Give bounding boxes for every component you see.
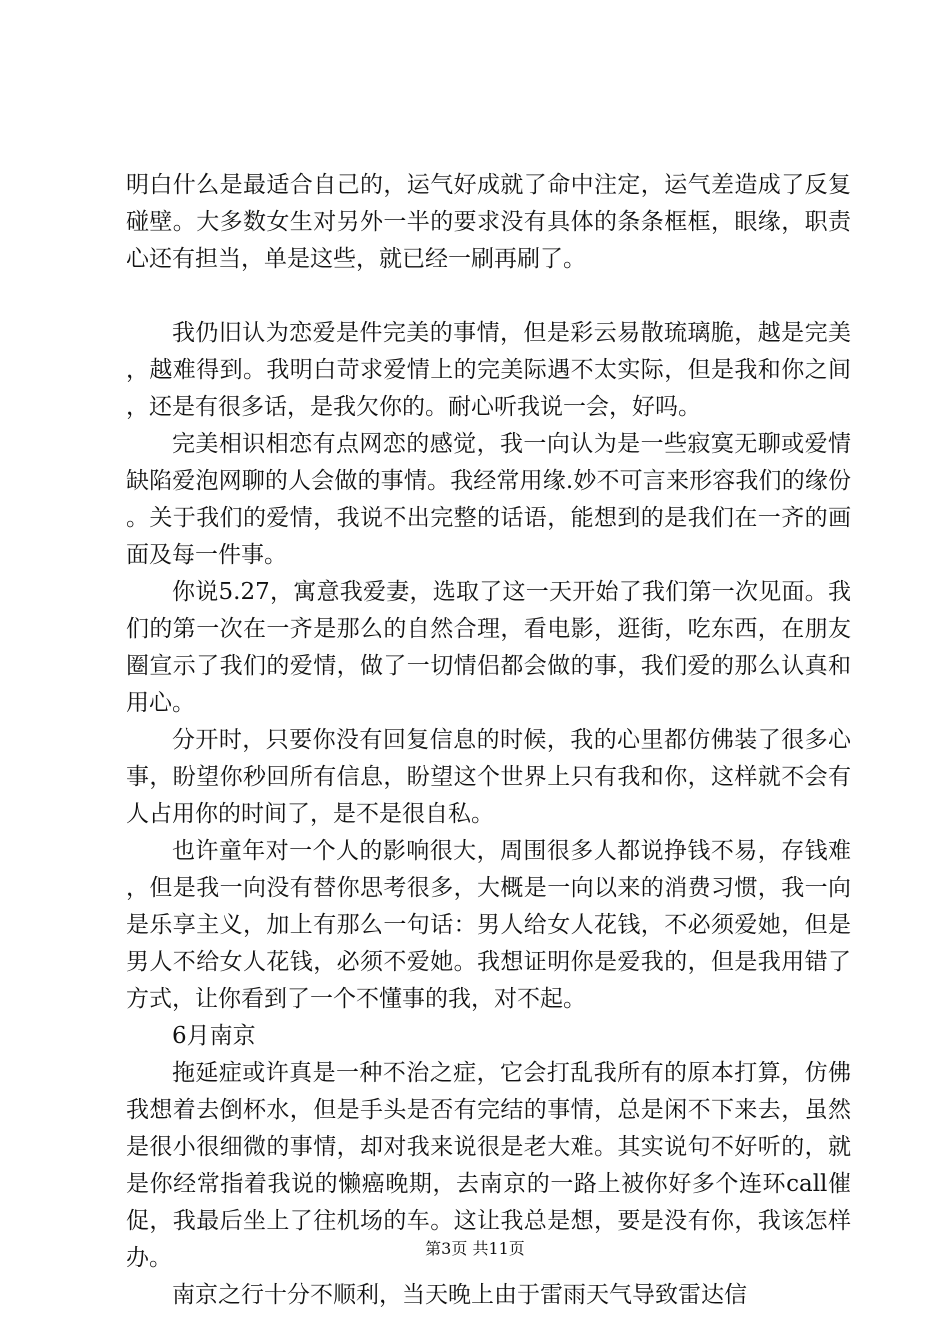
paragraph-1: 明白什么是最适合自己的，运气好成就了命中注定，运气差造成了反复碰壁。大多数女生对另外一半的要求没有具体的条条框框，眼缘，职责心还有担当，单是这些，就已经一刷再刷了。 — [126, 172, 851, 272]
page-footer: 第3页 共11页 — [425, 1239, 525, 1258]
paragraph-8: 南京之行十分不顺利，当天晚上由于雷雨天气导致雷达信 — [172, 1282, 747, 1308]
paragraph-7: 拖延症或许真是一种不治之症，它会打乱我所有的原本打算，仿佛我想着去倒杯水，但是手头是否有完结的事情，总是闲不下来去，虽然是很小很细微的事情，却对我来说很是老大难。其实说句不好听的，就是你经常指着我说的懒癌晚期，去南京的一路上被你好多个连环call催促，我最后坐上了往机场的车。这让我总是想，要是没有你，我该怎样办。 — [126, 1060, 851, 1271]
section-heading: 6月南京 — [172, 1023, 256, 1049]
paragraph-5: 分开时，只要你没有回复信息的时候，我的心里都仿佛装了很多心事，盼望你秒回所有信息，盼望这个世界上只有我和你，这样就不会有人占用你的时间了，是不是很自私。 — [126, 727, 851, 827]
paragraph-3: 完美相识相恋有点网恋的感觉，我一向认为是一些寂寞无聊或爱情缺陷爱泡网聊的人会做的事情。我经常用缘.妙不可言来形容我们的缘份。关于我们的爱情，我说不出完整的话语，能想到的是我们在一齐的画面及每一件事。 — [126, 431, 851, 568]
paragraph-6: 也许童年对一个人的影响很大，周围很多人都说挣钱不易，存钱难，但是我一向没有替你思考很多，大概是一向以来的消费习惯，我一向是乐享主义，加上有那么一句话：男人给女人花钱，不必须爱她，但是男人不给女人花钱，必须不爱她。我想证明你是爱我的，但是我用错了方式，让你看到了一个不懂事的我，对不起。 — [126, 838, 851, 1012]
paragraph-2: 我仍旧认为恋爱是件完美的事情，但是彩云易散琉璃脆，越是完美，越难得到。我明白苛求爱情上的完美际遇不太实际，但是我和你之间，还是有很多话，是我欠你的。耐心听我说一会，好吗。 — [126, 320, 851, 420]
document-body — [126, 167, 851, 1314]
paragraph-4: 你说5.27，寓意我爱妻，选取了这一天开始了我们第一次见面。我们的第一次在一齐是那么的自然合理，看电影，逛街，吃东西，在朋友圈宣示了我们的爱情，做了一切情侣都会做的事，我们爱的那么认真和用心。 — [126, 579, 851, 716]
